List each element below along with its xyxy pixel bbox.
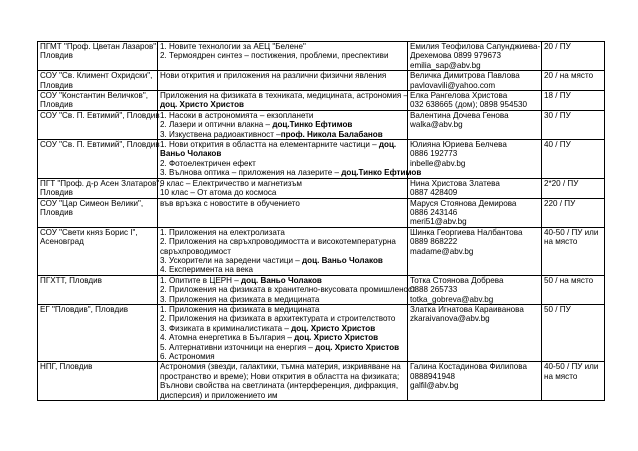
topic-line (160, 333, 405, 342)
topic-text: 3. Вълнова оптика – приложения на лазерите – (160, 168, 342, 178)
contact-line: Шинка Георгиева Налбантова (410, 227, 523, 237)
school-line: Пловдив (40, 207, 73, 217)
topic-line (160, 159, 405, 168)
topic-line (160, 228, 405, 237)
school-line: НПГ, Пловдив (40, 362, 93, 372)
topic-text: 1. Новите технологии за АЕЦ "Белене" (160, 42, 306, 51)
topic-line (160, 305, 405, 314)
count-line: 220 / ПУ (544, 198, 576, 208)
school-cell (38, 227, 158, 275)
schools-table (37, 41, 605, 401)
contact-line: madame@abv.bg (410, 246, 474, 256)
table-row (38, 42, 605, 71)
topics-cell (158, 198, 408, 227)
contact-line: Дрехемова 0899 979673 (410, 51, 502, 61)
topic-line (160, 256, 405, 265)
contact-line: 0888941948 (410, 371, 456, 381)
count-line: 40-50 / ПУ или (544, 362, 599, 372)
count-line: на място (544, 237, 578, 247)
topic-line (160, 391, 405, 400)
contact-cell (408, 198, 542, 227)
lecturer-name: доц. Христо Христов (160, 100, 245, 110)
topic-text: 2. Фотоелектричен ефект (160, 158, 256, 168)
topic-line (160, 140, 405, 149)
count-line: на място (544, 371, 578, 381)
count-cell (542, 198, 605, 227)
topic-text: Нови открития и приложения на различни физични явления (160, 71, 387, 81)
count-line: 20 / на място (544, 71, 594, 81)
school-cell (38, 71, 158, 91)
topics-cell (158, 178, 408, 198)
school-cell (38, 362, 158, 401)
table-row (38, 178, 605, 198)
topic-line (160, 314, 405, 323)
contact-line: Тотка Стоянова Добрева (410, 275, 504, 285)
count-cell (542, 227, 605, 275)
topics-cell (158, 362, 408, 401)
topic-text: пространство и време); Нови открития в областта на физиката; (160, 371, 400, 381)
topic-line (160, 362, 405, 371)
count-line: 20 / ПУ (544, 42, 571, 51)
lecturer-name: проф. Никола Балабанов (280, 129, 383, 139)
topic-line (160, 42, 405, 51)
school-line: СОУ "Св. П. Евтимий", Пловдив (40, 140, 160, 150)
count-line: 40-50 / ПУ или (544, 227, 599, 237)
table-body (38, 42, 605, 401)
topic-text: 9 клас – Електричество и магнетизъм (160, 178, 302, 188)
topic-text: 3. Приложения на физиката в медицината (160, 294, 320, 304)
school-cell (38, 304, 158, 361)
school-cell (38, 91, 158, 111)
topic-text: 4. Атомна енергетика в България – (160, 333, 295, 343)
topic-line (160, 51, 405, 60)
topic-text: 1. Опитите в ЦЕРН – (160, 275, 241, 285)
contact-line: 0889 868222 (410, 237, 458, 247)
school-line: СОУ "Константин Величков", (40, 91, 148, 101)
school-line: СОУ "Св. П. Евтимий", Пловдив (40, 110, 160, 120)
contact-line: Маруся Стоянова Демирова (410, 198, 517, 208)
contact-line: Нина Христова Златева (410, 178, 500, 188)
lecturer-name: доц.Тинко Ефтимов (341, 168, 422, 178)
contact-line: Юлияна Юриева Белчева (410, 140, 507, 150)
school-line: Пловдив (40, 188, 73, 198)
lecturer-name: доц. Христо Христов (315, 342, 400, 352)
topic-text: Приложения на физиката в техниката, медицината, астрономия – (160, 91, 408, 101)
topic-text: във връзка с новостите в обучението (160, 198, 300, 208)
contact-line: inbelle@abv.bg (410, 158, 466, 168)
contact-line: totka_gobreva@abv.bg (410, 294, 494, 304)
topic-text: 3. Ускорители на заредени частици – (160, 255, 303, 265)
contact-cell (408, 362, 542, 401)
topic-line (160, 149, 405, 158)
school-line: Пловдив (40, 80, 73, 90)
topic-line (160, 111, 405, 120)
table-row (38, 71, 605, 91)
topic-line (160, 100, 405, 109)
topic-text: 2. Приложения на свръхпроводимостта и високотемпературна (160, 237, 396, 247)
contact-line: Галина Костадинова Филипова (410, 362, 527, 372)
topics-cell (158, 275, 416, 304)
topics-cell (158, 140, 422, 179)
contact-line: Златка Игнатова Караиванова (410, 304, 524, 314)
contact-line: 0888 265733 (410, 285, 458, 295)
school-cell (38, 140, 158, 179)
school-cell (38, 110, 158, 139)
topics-cell (158, 227, 408, 275)
contact-line: 0887 428409 (410, 188, 458, 198)
school-line: СОУ "Св. Климент Охридски", (40, 71, 153, 81)
table-row (38, 304, 605, 361)
contact-line: galfil@abv.bg (410, 381, 459, 391)
topic-line (160, 276, 405, 285)
topic-line (160, 324, 405, 333)
school-line: ПГХТТ, Пловдив (40, 275, 102, 285)
count-cell (542, 362, 605, 401)
school-cell (38, 42, 158, 71)
topic-text: 2. Приложения на физиката в архитектурата и строителството (160, 314, 396, 324)
contact-line: 0886 243146 (410, 207, 458, 217)
contact-cell (408, 140, 542, 179)
topic-text: Астрономия (звезди, галактики, тъмна материя, изкривяване на (160, 362, 401, 372)
topic-text: 2. Приложения на физиката в хранително-вкусовата промишленост (160, 285, 416, 295)
school-line: Пловдив (40, 100, 73, 110)
contact-line: meri51@abv.bg (410, 217, 467, 227)
count-cell (542, 110, 605, 139)
topic-text: 2. Термоядрен синтез – постижения, проблеми, преспективи (160, 51, 389, 61)
lecturer-name: доц. Ваньо Чолаков (302, 255, 383, 265)
topic-text: 2. Лазери и оптични влакна – (160, 120, 273, 130)
topic-text: 1. Приложения на електролизата (160, 227, 285, 237)
school-line: ЕГ "Пловдив", Пловдив (40, 304, 129, 314)
topic-text: 10 клас – От атома до космоса (160, 188, 277, 198)
topic-line (160, 120, 405, 129)
school-line: Пловдив (40, 51, 73, 61)
contact-line: zkaraivanova@abv.bg (410, 314, 490, 324)
topic-line (160, 130, 405, 139)
school-line: Асеновград (40, 237, 84, 247)
contact-line: emilia_sap@abv.bg (410, 60, 481, 70)
table-row (38, 362, 605, 401)
contact-cell (408, 227, 542, 275)
topic-line (160, 352, 405, 361)
topic-text: 3. Изкуствена радиоактивност – (160, 129, 281, 139)
topic-text: Вълнови свойства на светлината (интерференция, дифракция, (160, 381, 399, 391)
contact-cell (408, 110, 542, 139)
topic-text: 1. Приложения на физиката в медицината (160, 304, 320, 314)
contact-line: pavlovavili@yahoo.com (410, 80, 496, 90)
table-row (38, 198, 605, 227)
count-line: 2*20 / ПУ (544, 178, 579, 188)
topic-line (160, 168, 422, 178)
topic-line (160, 381, 405, 390)
count-line: 50 / ПУ (544, 304, 571, 314)
topic-text: 6. Астрономия (160, 352, 215, 361)
count-cell (542, 304, 605, 361)
school-cell (38, 178, 162, 198)
school-line: СОУ "Свети княз Борис I", (40, 227, 138, 237)
count-cell (542, 42, 605, 71)
table-row (38, 110, 605, 139)
topic-text: 5. Алтернативни източници на енергия – (160, 342, 316, 352)
count-cell (542, 178, 605, 198)
topic-text: дисперсия) и приложението им (160, 390, 278, 400)
school-line: ПГТ "Проф. д-р Асен Златаров", (40, 178, 162, 188)
contact-line: walka@abv.bg (410, 120, 463, 130)
topic-text: 3. Физиката в криминалистиката – (160, 323, 292, 333)
contact-line: Емилия Теофилова Сапунджиева- (410, 42, 541, 51)
contact-cell (408, 71, 542, 91)
topics-cell (158, 304, 408, 361)
topic-line (160, 199, 405, 208)
lecturer-name: доц. Христо Христов (294, 333, 379, 343)
topic-line (160, 343, 405, 352)
topic-line (160, 237, 405, 246)
contact-cell (408, 275, 542, 304)
topic-line (160, 285, 416, 295)
school-cell (38, 275, 158, 304)
contact-line: 032 638665 (дом); 0898 954530 (410, 100, 527, 110)
topics-cell (158, 91, 408, 111)
table-row (38, 227, 605, 275)
school-line: СОУ "Цар Симеон Велики", (40, 198, 144, 208)
contact-cell (408, 42, 542, 71)
school-line: ПГМТ "Проф. Цветан Лазаров", (40, 42, 159, 51)
topic-text: 1. Насоки в астрономията – екзопланети (160, 110, 314, 120)
topic-line (160, 295, 405, 304)
topics-cell (158, 42, 408, 71)
lecturer-name: доц. Христо Христов (291, 323, 376, 333)
lecturer-name: доц. (378, 140, 397, 150)
topic-line (160, 91, 408, 101)
topic-text: свръхпроводимост (160, 246, 231, 256)
contact-line: Елка Рангелова Христова (410, 91, 508, 101)
contact-cell (408, 304, 542, 361)
topics-cell (158, 71, 408, 91)
contact-line: Валентина Дочева Генова (410, 110, 509, 120)
contact-cell (408, 178, 542, 198)
count-cell (542, 91, 605, 111)
topic-line (160, 179, 405, 188)
count-cell (542, 275, 605, 304)
topic-line (160, 188, 405, 197)
topics-cell (158, 110, 408, 139)
table-row (38, 140, 605, 179)
contact-line: 0886 192773 (410, 149, 458, 159)
lecturer-name: доц.Тинко Ефтимов (272, 120, 353, 130)
count-cell (542, 140, 605, 179)
school-cell (38, 198, 158, 227)
contact-line: Величка Димитрова Павлова (410, 71, 520, 81)
table-row (38, 91, 605, 111)
topic-text: 1. Нови открития в областта на елементарните частици – (160, 140, 379, 150)
count-line: 18 / ПУ (544, 91, 571, 101)
topic-line (160, 372, 405, 381)
contact-cell (408, 91, 542, 111)
topic-line (160, 71, 405, 80)
count-line: 30 / ПУ (544, 110, 571, 120)
count-cell (542, 71, 605, 91)
topic-line (160, 247, 405, 256)
lecturer-name: Ваньо Чолаков (160, 149, 222, 159)
topic-line (160, 265, 405, 274)
count-line: 50 / на място (544, 275, 594, 285)
table-row (38, 275, 605, 304)
topic-text: 4. Експеримента на века (160, 265, 254, 275)
lecturer-name: доц. Ваньо Чолаков (240, 275, 322, 285)
count-line: 40 / ПУ (544, 140, 571, 150)
